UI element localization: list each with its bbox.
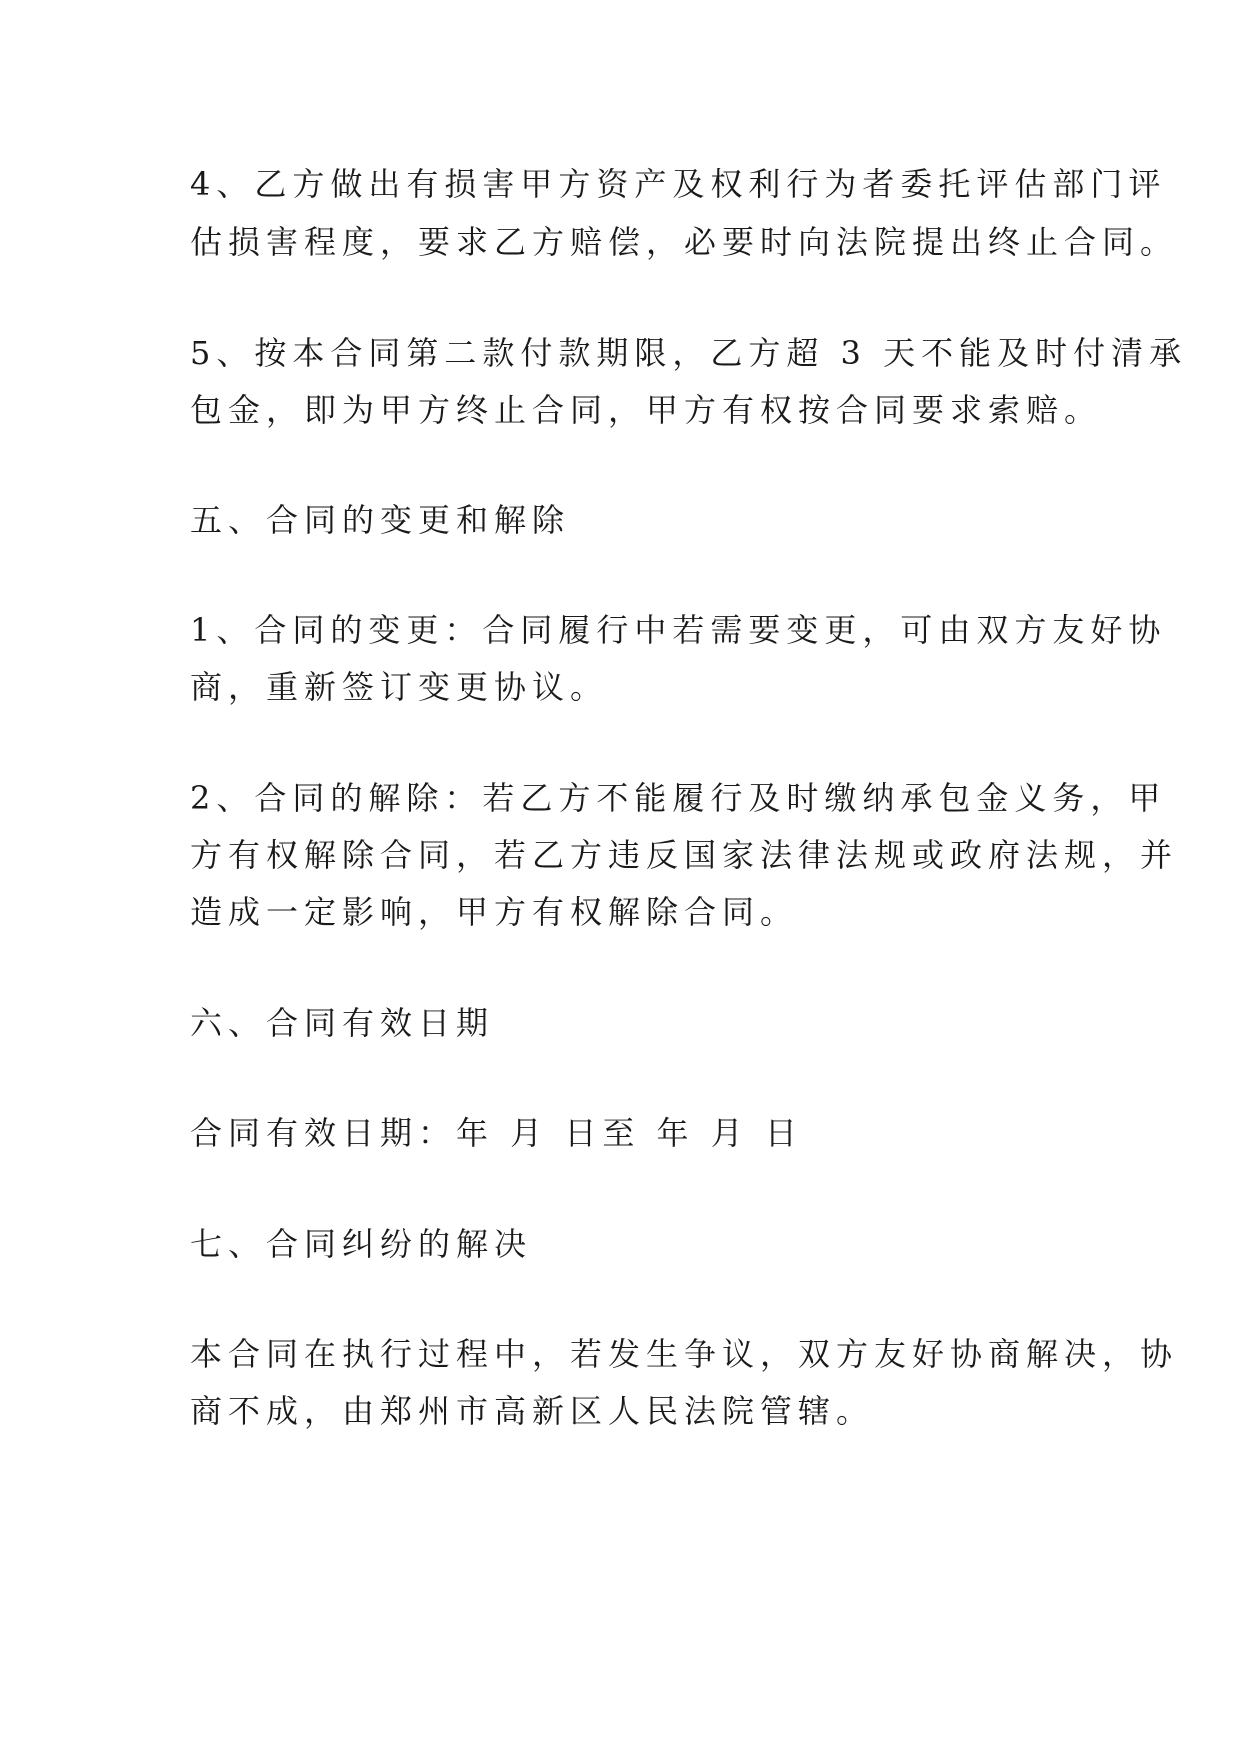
dispute-resolution-line-1: 本合同在执行过程中，若发生争议，双方友好协商解决，协 [190, 1335, 1179, 1373]
clause-4-line-2: 估损害程度，要求乙方赔偿，必要时向法院提出终止合同。 [190, 223, 1179, 261]
section-heading-5: 五、合同的变更和解除 [190, 501, 571, 539]
section-heading-7: 七、合同纠纷的解决 [190, 1225, 533, 1263]
clause-5-line-1: 5、按本合同第二款付款期限，乙方超 3 天不能及时付清承 [190, 334, 1188, 372]
dispute-resolution-line-2: 商不成，由郑州市高新区人民法院管辖。 [190, 1392, 875, 1430]
contract-change-line-2: 商，重新签订变更协议。 [190, 668, 609, 706]
section-heading-6: 六、合同有效日期 [190, 1004, 495, 1042]
contract-change-line-1: 1、合同的变更：合同履行中若需要变更，可由双方友好协 [190, 611, 1167, 649]
contract-termination-line-3: 造成一定影响，甲方有权解除合同。 [190, 893, 799, 931]
contract-termination-line-2: 方有权解除合同，若乙方违反国家法律法规或政府法规，并 [190, 836, 1179, 874]
contract-termination-line-1: 2、合同的解除：若乙方不能履行及时缴纳承包金义务，甲 [190, 779, 1167, 817]
clause-4-line-1: 4、乙方做出有损害甲方资产及权利行为者委托评估部门评 [190, 165, 1167, 203]
clause-5-line-2: 包金，即为甲方终止合同，甲方有权按合同要求索赔。 [190, 391, 1103, 429]
effective-date-line: 合同有效日期：年 月 日至 年 月 日 [190, 1114, 803, 1152]
